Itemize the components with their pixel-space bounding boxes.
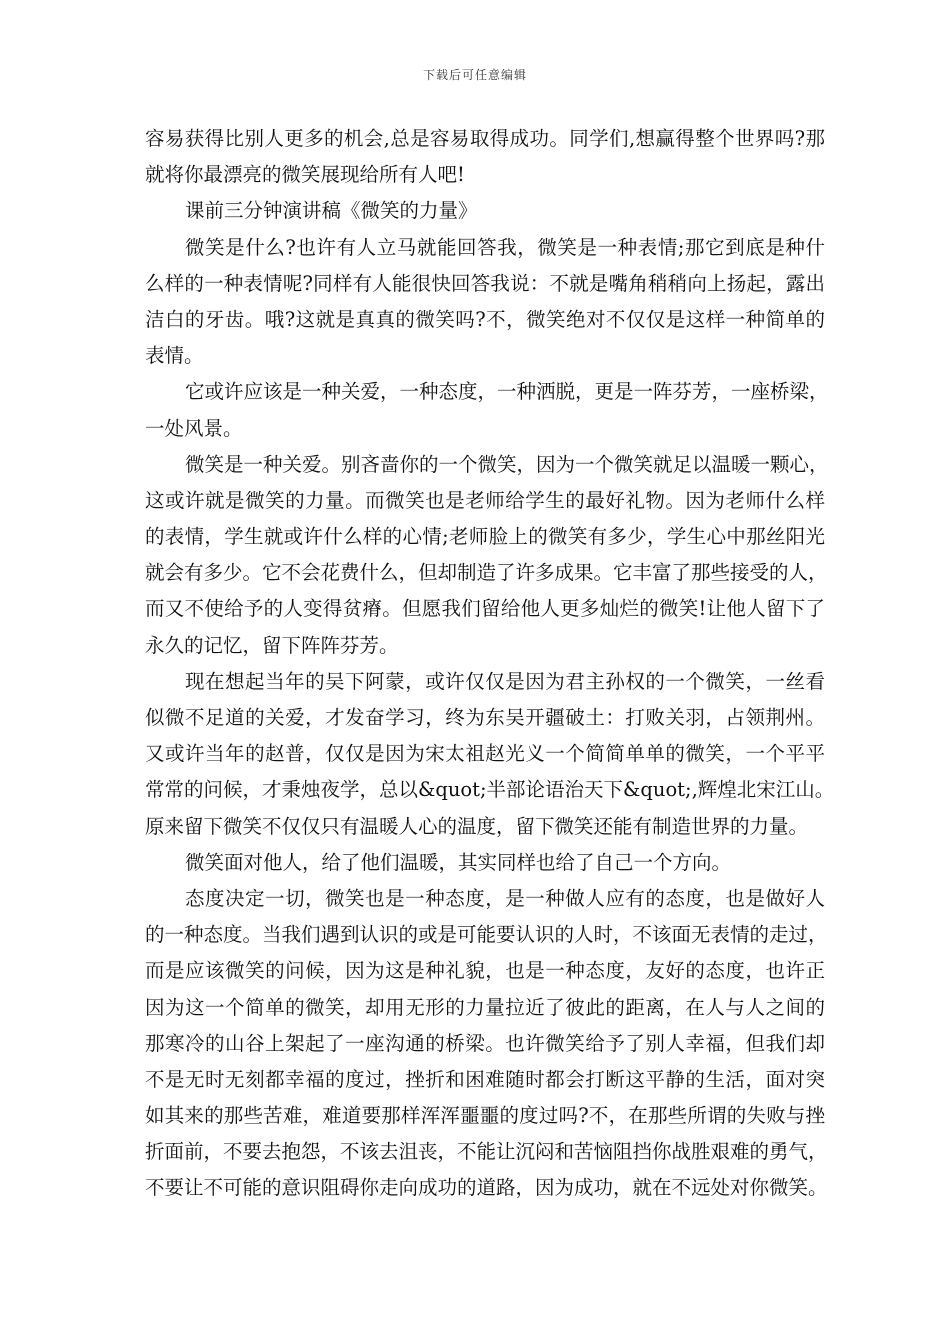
text-line: 表情。 [145, 344, 204, 368]
text-line: 那寒冷的山谷上架起了一座沟通的桥梁。也许微笑给予了别人幸福，但我们却 [145, 1031, 825, 1055]
text-line: 又或许当年的赵普，仅仅是因为宋太祖赵光义一个简简单单的微笑，一个平平 [145, 742, 825, 766]
text-line: 似微不足道的关爱，才发奋学习，终为东吴开疆破土：打败关羽，占领荆州。 [145, 706, 825, 729]
text-line: 不要让不可能的意识阻碍你走向成功的道路，因为成功，就在不远处对你微笑。 [145, 1176, 828, 1200]
text-line: 它或许应该是一种关爱，一种态度，一种洒脱，更是一阵芬芳，一座桥梁， [185, 380, 829, 404]
text-line: 态度决定一切，微笑也是一种态度，是一种做人应有的态度，也是做好人 [185, 886, 825, 910]
text-line: 容易获得比别人更多的机会,总是容易取得成功。同学们,想赢得整个世界吗?那 [145, 127, 825, 150]
text-line: 而又不使给予的人变得贫瘠。但愿我们留给他人更多灿烂的微笑!让他人留下了 [145, 597, 825, 621]
text-line: 因为这一个简单的微笑，却用无形的力量拉近了彼此的距离，在人与人之间的 [145, 995, 825, 1019]
text-line: 微笑面对他人，给了他们温暖，其实同样也给了自己一个方向。 [185, 850, 732, 874]
text-line: 不是无时无刻都幸福的度过，挫折和困难随时都会打断这平静的生活，面对突 [145, 1067, 825, 1091]
text-line: 如其来的那些苦难，难道要那样浑浑噩噩的度过吗?不，在那些所谓的失败与挫 [145, 1104, 825, 1128]
text-line: 一处风景。 [145, 416, 243, 440]
text-line: 而是应该微笑的问候，因为这是种礼貌，也是一种态度，友好的态度，也许正 [145, 959, 825, 983]
text-line: 的一种态度。当我们遇到认识的或是可能要认识的人时，不该面无表情的走过， [145, 923, 828, 947]
text-line: 就将你最漂亮的微笑展现给所有人吧! [145, 163, 465, 187]
text-line: 微笑是什么?也许有人立马就能回答我，微笑是一种表情;那它到底是种什 [185, 235, 825, 259]
document-body [145, 121, 835, 1207]
text-line: 的表情，学生就或许什么样的心情;老师脸上的微笑有多少，学生心中那丝阳光 [145, 525, 825, 549]
text-line: 课前三分钟演讲稿《微笑的力量》 [185, 199, 478, 223]
text-line: 折面前，不要去抱怨，不该去沮丧，不能让沉闷和苦恼阻挡你战胜艰难的勇气， [145, 1140, 828, 1164]
text-line: 原来留下微笑不仅仅只有温暖人心的温度，留下微笑还能有制造世界的力量。 [145, 814, 809, 838]
page-header: 下载后可任意编辑 [422, 68, 527, 82]
text-line: 这或许就是微笑的力量。而微笑也是老师给学生的最好礼物。因为老师什么样 [145, 488, 825, 512]
text-line: 常常的问候，才秉烛夜学，总以&quot;半部论语治天下&quot;,辉煌北宋江山。 [145, 778, 835, 802]
text-line: 现在想起当年的吴下阿蒙，或许仅仅是因为君主孙权的一个微笑，一丝看 [185, 669, 825, 693]
text-line: 么样的一种表情呢?同样有人能很快回答我说：不就是嘴角稍稍向上扬起，露出 [145, 271, 825, 295]
text-line: 永久的记忆，留下阵阵芬芳。 [145, 633, 399, 657]
text-line: 就会有多少。它不会花费什么，但却制造了许多成果。它丰富了那些接受的人， [145, 561, 828, 585]
text-line: 微笑是一种关爱。别吝啬你的一个微笑，因为一个微笑就足以温暖一颗心， [185, 452, 829, 476]
text-line: 洁白的牙齿。哦?这就是真真的微笑吗?不，微笑绝对不仅仅是这样一种简单的 [145, 307, 825, 331]
